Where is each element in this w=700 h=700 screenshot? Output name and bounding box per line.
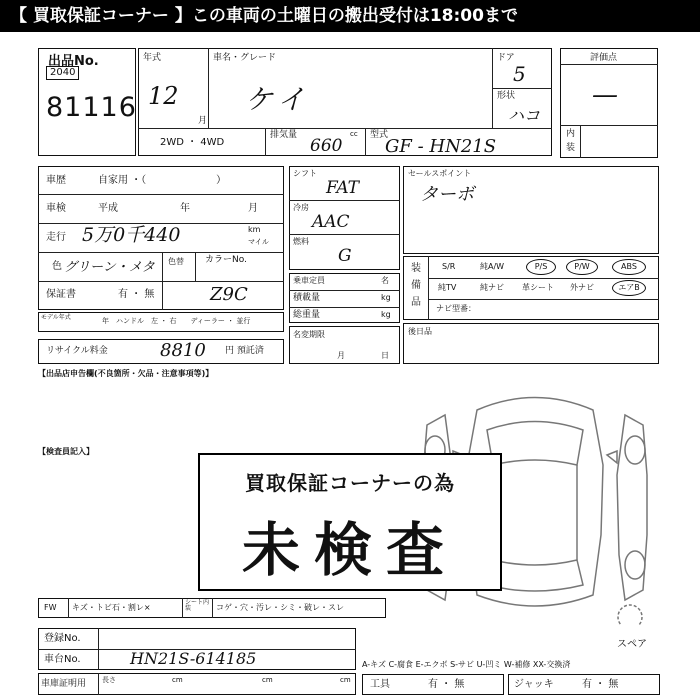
score-value: —: [592, 80, 618, 110]
lot-number-label: 出品No.: [48, 54, 99, 69]
recycle-label: リサイクル料金: [46, 346, 108, 356]
car-name-value: ケイ: [245, 83, 312, 116]
damage-code-legend: A-キズ C-腐食 E-エクボ S-サビ U-凹ミ W-補修 XX-交換済: [362, 660, 571, 669]
seat-value: コゲ・穴・汚レ・シミ・破レ・スレ: [216, 603, 344, 612]
km-unit: km: [248, 225, 261, 234]
door-label: ドア: [497, 53, 515, 63]
inspection-label: 車検: [46, 203, 66, 214]
chassis-label: 車台No.: [44, 654, 81, 665]
capacity-unit: 名: [381, 276, 389, 285]
equip-tv: 純TV: [438, 283, 457, 292]
model-change-label: モデル年式: [41, 314, 71, 321]
recycle-value: 8810: [160, 340, 206, 361]
score-label: 評価点: [590, 53, 618, 63]
after-items-label: 後日品: [408, 327, 432, 336]
length-label: 長さ: [102, 676, 116, 684]
weight-unit: kg: [381, 310, 391, 319]
ac-value: AAC: [312, 212, 350, 232]
body-shape-value: ハコ: [508, 106, 541, 125]
year-month-suffix: 月: [198, 116, 208, 126]
navi-model-label: ナビ型番：: [436, 304, 476, 313]
after-items-box: [403, 323, 659, 364]
color-no-label: カラーNo.: [205, 255, 247, 265]
length-unit-3: cm: [340, 676, 351, 684]
interior-label-2: 装: [566, 143, 576, 153]
model-change-value: 年 ハンドル 左 ・ 右 ディーラー ・ 並行: [102, 317, 251, 325]
chassis-value: HN21S-614185: [130, 649, 257, 668]
equip-power-steering: P/S: [526, 259, 556, 275]
equip-leather: 革シート: [522, 283, 554, 292]
load-unit: kg: [381, 293, 391, 302]
fw-value: キズ・トビ石・割レ×: [72, 603, 151, 612]
usage-label: 車歴: [46, 175, 66, 186]
cc-unit: cc: [350, 130, 358, 138]
equip-abs: ABS: [612, 259, 646, 275]
seat-label: シート内装: [185, 599, 210, 612]
recycle-unit: 円 預託済: [225, 346, 264, 356]
ac-label: 冷房: [293, 203, 309, 212]
equipment-label-2: 備: [411, 280, 421, 291]
equip-airbag: エアB: [612, 280, 646, 296]
tools-value: 有 ・ 無: [428, 679, 465, 690]
shift-label: シフト: [293, 169, 317, 178]
inspection-era: 平成: [98, 203, 118, 214]
equip-navi: 純ナビ: [480, 283, 504, 292]
color-label: 色: [52, 261, 62, 272]
inspection-month: 月: [248, 203, 258, 214]
registration-label: 登録No.: [44, 633, 81, 644]
mileage-value: 5万0千440: [82, 224, 181, 246]
jack-label: ジャッキ: [514, 679, 554, 690]
equip-alloy: 純A/W: [480, 262, 505, 271]
seller-notes-header: 【出品店申告欄(不良箇所・欠品・注意事項等)】: [38, 369, 214, 378]
name-change-month: 月: [337, 351, 345, 360]
capacity-label: 乗車定員: [293, 276, 325, 285]
year-value: 12: [148, 82, 179, 110]
year-label: 年式: [143, 53, 162, 63]
displacement-value: 660: [310, 136, 343, 156]
color-no-value: Z9C: [210, 284, 248, 305]
shift-value: FAT: [326, 178, 360, 198]
stamp-line-1: 買取保証コーナーの為: [245, 471, 455, 495]
uninspected-stamp: [198, 453, 502, 591]
mile-unit: マイル: [248, 238, 269, 246]
equip-ext-navi: 外ナビ: [570, 283, 594, 292]
lot-stamp: 2040: [46, 66, 79, 80]
garage-cert-label: 車庫証明用: [41, 679, 87, 689]
load-label: 積載量: [293, 293, 321, 303]
inspector-notes-header: 【検査員記入】: [38, 447, 94, 456]
lot-number: 81116: [46, 92, 137, 123]
length-unit-2: cm: [262, 676, 273, 684]
door-value: 5: [513, 62, 526, 86]
equipment-label-3: 品: [411, 297, 421, 308]
auction-banner: 【 買取保証コーナー 】この車両の土曜日の搬出受付は18:00まで: [0, 0, 700, 32]
fuel-label: 燃料: [293, 237, 309, 246]
sales-point-box: [403, 166, 659, 254]
color-change-label: 色替: [168, 257, 184, 266]
sales-point-label: セールスポイント: [408, 169, 472, 178]
model-label: 型式: [370, 130, 389, 140]
drive-type: 2WD ・ 4WD: [160, 137, 225, 148]
weight-label: 総重量: [293, 310, 321, 320]
name-change-day: 日: [381, 351, 389, 360]
warranty-label: 保証書: [46, 289, 76, 300]
inspection-year: 年: [180, 203, 190, 214]
model-value: GF - HN21S: [385, 136, 497, 157]
displacement-label: 排気量: [270, 130, 298, 140]
body-shape-label: 形状: [497, 91, 516, 101]
fuel-value: G: [338, 246, 352, 266]
tools-label: 工具: [370, 679, 390, 690]
equip-sr: S/R: [442, 262, 456, 271]
name-change-label: 名変期限: [293, 330, 325, 339]
usage-value: 自家用 ・（ ）: [98, 175, 227, 186]
warranty-value: 有 ・ 無: [118, 289, 155, 300]
interior-label: 内: [566, 129, 576, 139]
equip-power-window: P/W: [566, 259, 598, 275]
mileage-label: 走行: [46, 232, 66, 243]
length-unit-1: cm: [172, 676, 183, 684]
stamp-line-2: 未検査: [241, 516, 458, 584]
fw-label: FW: [44, 603, 57, 612]
color-value: グリーン・メタ: [64, 260, 155, 275]
spare-tire-label: スペア: [617, 639, 647, 650]
equipment-label-1: 装: [411, 263, 421, 274]
car-name-label: 車名・グレード: [213, 53, 277, 63]
sales-point-value: ターボ: [420, 184, 474, 205]
jack-value: 有 ・ 無: [582, 679, 619, 690]
